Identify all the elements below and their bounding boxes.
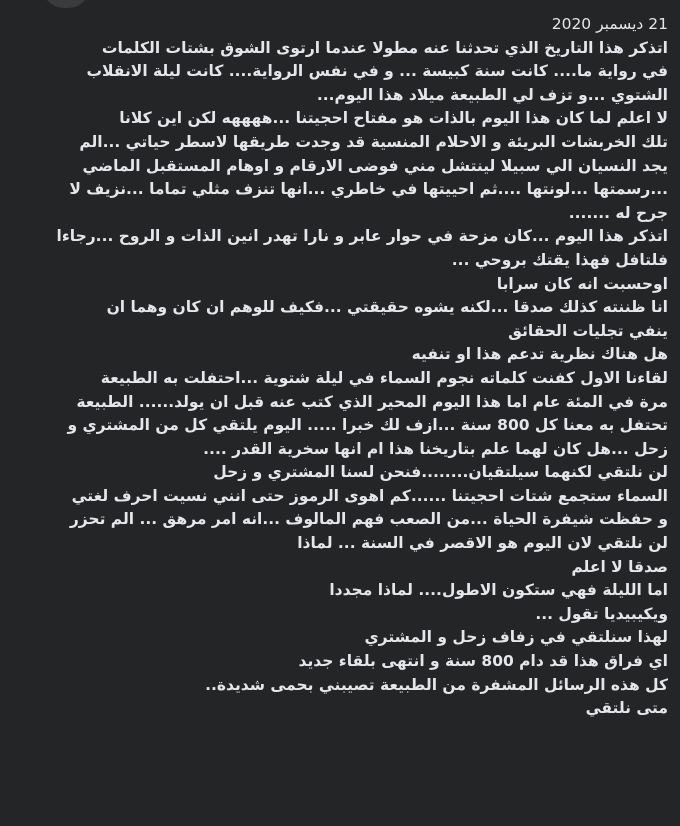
post-line: اي فراق هذا قد دام 800 سنة و انتهى بلقاء جديد: [298, 652, 668, 671]
post-line: صدقا لا اعلم: [571, 557, 668, 576]
post-line: ...رسمتها ...لونتها ....ثم احييتها في خاطري ...انها تنزف مثلي تماما ...نزيف لا: [69, 180, 668, 199]
post-line: متى نلتقي: [585, 699, 668, 718]
post-line: الشتوي ...و تزف لي الطبيعة ميلاد هذا اليوم...: [316, 85, 668, 104]
post-line: زحل ...هل كان لهما علم بتاريخنا هذا ام انها سخرية القدر ....: [203, 439, 668, 458]
post-line: اما الليلة فهي ستكون الاطول.... لماذا مجددا: [329, 581, 668, 600]
post-line: لهذا سنلتقي في زفاف زحل و المشتري: [364, 628, 668, 647]
post-text: [8, 13, 668, 721]
post-line: لن نلتقي لان اليوم هو الاقصر في السنة ... لماذا: [297, 534, 668, 553]
post-line: تحتفل به معنا كل 800 سنة ...ازف لك خبرا ..... اليوم يلتقي كل من المشتري و: [67, 416, 668, 435]
post-line: هل هناك نظرية تدعم هذا او تنفيه: [411, 345, 668, 364]
post-line: انا ظننته كذلك صدقا ...لكنه يشوه حقيقتي ...فكيف للوهم ان كان وهما ان: [106, 298, 668, 317]
post-line: كل هذه الرسائل المشفرة من الطبيعة تصيبني بحمى شديدة..: [205, 675, 668, 694]
post-line: يجد النسيان الي سبيلا لينتشل مني فوضى الارقام و اوهام المستقبل الماضي: [82, 156, 668, 175]
post-line: و حفظت شيفرة الحياة ...من الصعب فهم المالوف ...انه امر مرهق ... الم تحزر: [69, 510, 668, 529]
post-line: مرة في المئة عام اما هذا اليوم المحير الذي كتب عنه قبل ان يولد...... الطبيعة: [76, 392, 668, 411]
post-date: 21 ديسمبر 2020: [551, 15, 668, 33]
post-line: تلك الخربشات البريئة و الاحلام المنسية قد وجدت طريقها لاسطر حياتي ...الم: [79, 132, 668, 151]
post-line: السماء ستجمع شتات احجيتنا ......كم اهوى الرموز حتى انني نسيت احرف لغتي: [71, 486, 668, 505]
post-line: اتذكر هذا التاريخ الذي تحدثنا عنه مطولا عندما ارتوى الشوق بشتات الكلمات: [101, 38, 668, 57]
post-line: لا اعلم لما كان هذا اليوم بالذات هو مفتاح احجيتنا ...ههههه لكن اين كلانا: [119, 109, 668, 128]
post-line: جرح له .......: [568, 203, 668, 222]
post-line: اتذكر هذا اليوم ...كان مزحة في حوار عابر و نارا تهدر انين الذات و الروح ...رجاءا: [56, 227, 668, 246]
post-line: فلتافل فهذا يقتك بروحي ...: [451, 250, 668, 269]
post-line: اوحسبت انه كان سرابا: [496, 274, 668, 293]
post-line: ويكيبيديا تقول ...: [535, 604, 668, 623]
post-line: لقاءنا الاول كفنت كلماته نجوم السماء في ليلة شتوية ...احتفلت به الطبيعة: [100, 368, 668, 387]
post-line: لن نلتقي لكنهما سيلتقيان........فنحن لسنا المشتري و زحل: [213, 463, 668, 482]
avatar[interactable]: [42, 0, 90, 8]
post-line: في رواية ما.... كانت سنة كبيسة ... و في نفس الرواية.... كانت ليلة الانقلاب: [86, 62, 668, 81]
post-line: ينفي تجليات الحقائق: [508, 321, 668, 340]
